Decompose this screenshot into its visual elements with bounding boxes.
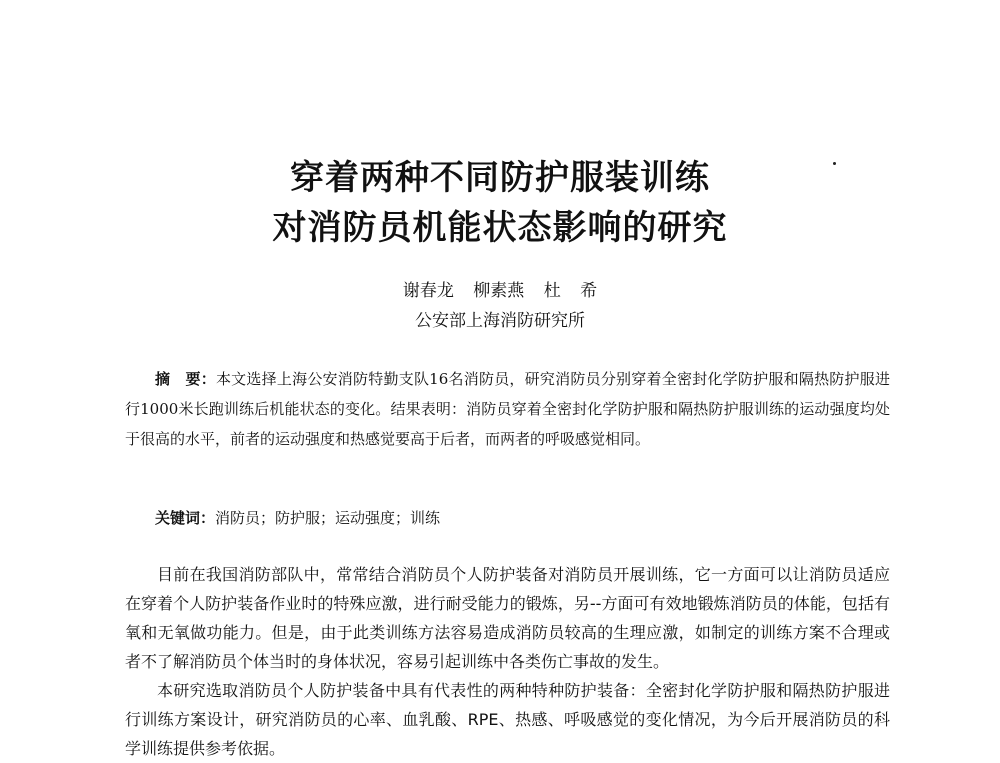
paper-title-line-2: 对消防员机能状态影响的研究 [272,208,728,248]
keywords-text: 消防员；防护服；运动强度；训练 [215,509,441,527]
keywords-section [125,506,890,530]
abstract-label: 摘 要： [155,370,216,388]
body-paragraph-2: 本研究选取消防员个人防护装备中具有代表性的两种特种防护装备：全密封化学防护服和隔热防护服进行训练方案设计，研究消防员的心率、血乳酸、RPE、热感、呼吸感觉的变化情况，为今后开展消防员的科学训练提供参考依据。 [125,681,890,758]
paper-title-line-1: 穿着两种不同防护服装训练 [290,158,710,198]
abstract-text: 本文选择上海公安消防特勤支队16名消防员，研究消防员分别穿着全密封化学防护服和隔热防护服进行1000米长跑训练后机能状态的变化。结果表明：消防员穿着全密封化学防护服和隔热防护服训练的运动强度均处于很高的水平，前者的运动强度和热感觉要高于后者，而两者的呼吸感觉相同。 [125,370,890,448]
keywords-label: 关键词： [155,509,216,527]
body-text [125,560,890,763]
scan-speck [833,162,836,165]
author-affiliation: 公安部上海消防研究所 [415,311,585,331]
body-paragraph-1: 目前在我国消防部队中，常常结合消防员个人防护装备对消防员开展训练，它一方面可以让消防员适应在穿着个人防护装备作业时的特殊应激，进行耐受能力的锻炼，另--方面可有效地锻炼消防员的体能，包括有氧和无氧做功能力。但是，由于此类训练方法容易造成消防员较高的生理应激，如制定的训练方案不合理或者不了解消防员个体当时的身体状况，容易引起训练中各类伤亡事故的发生。 [125,565,890,671]
author-list: 谢春龙 柳素燕 杜 希 [402,281,598,301]
abstract-section [125,364,890,454]
